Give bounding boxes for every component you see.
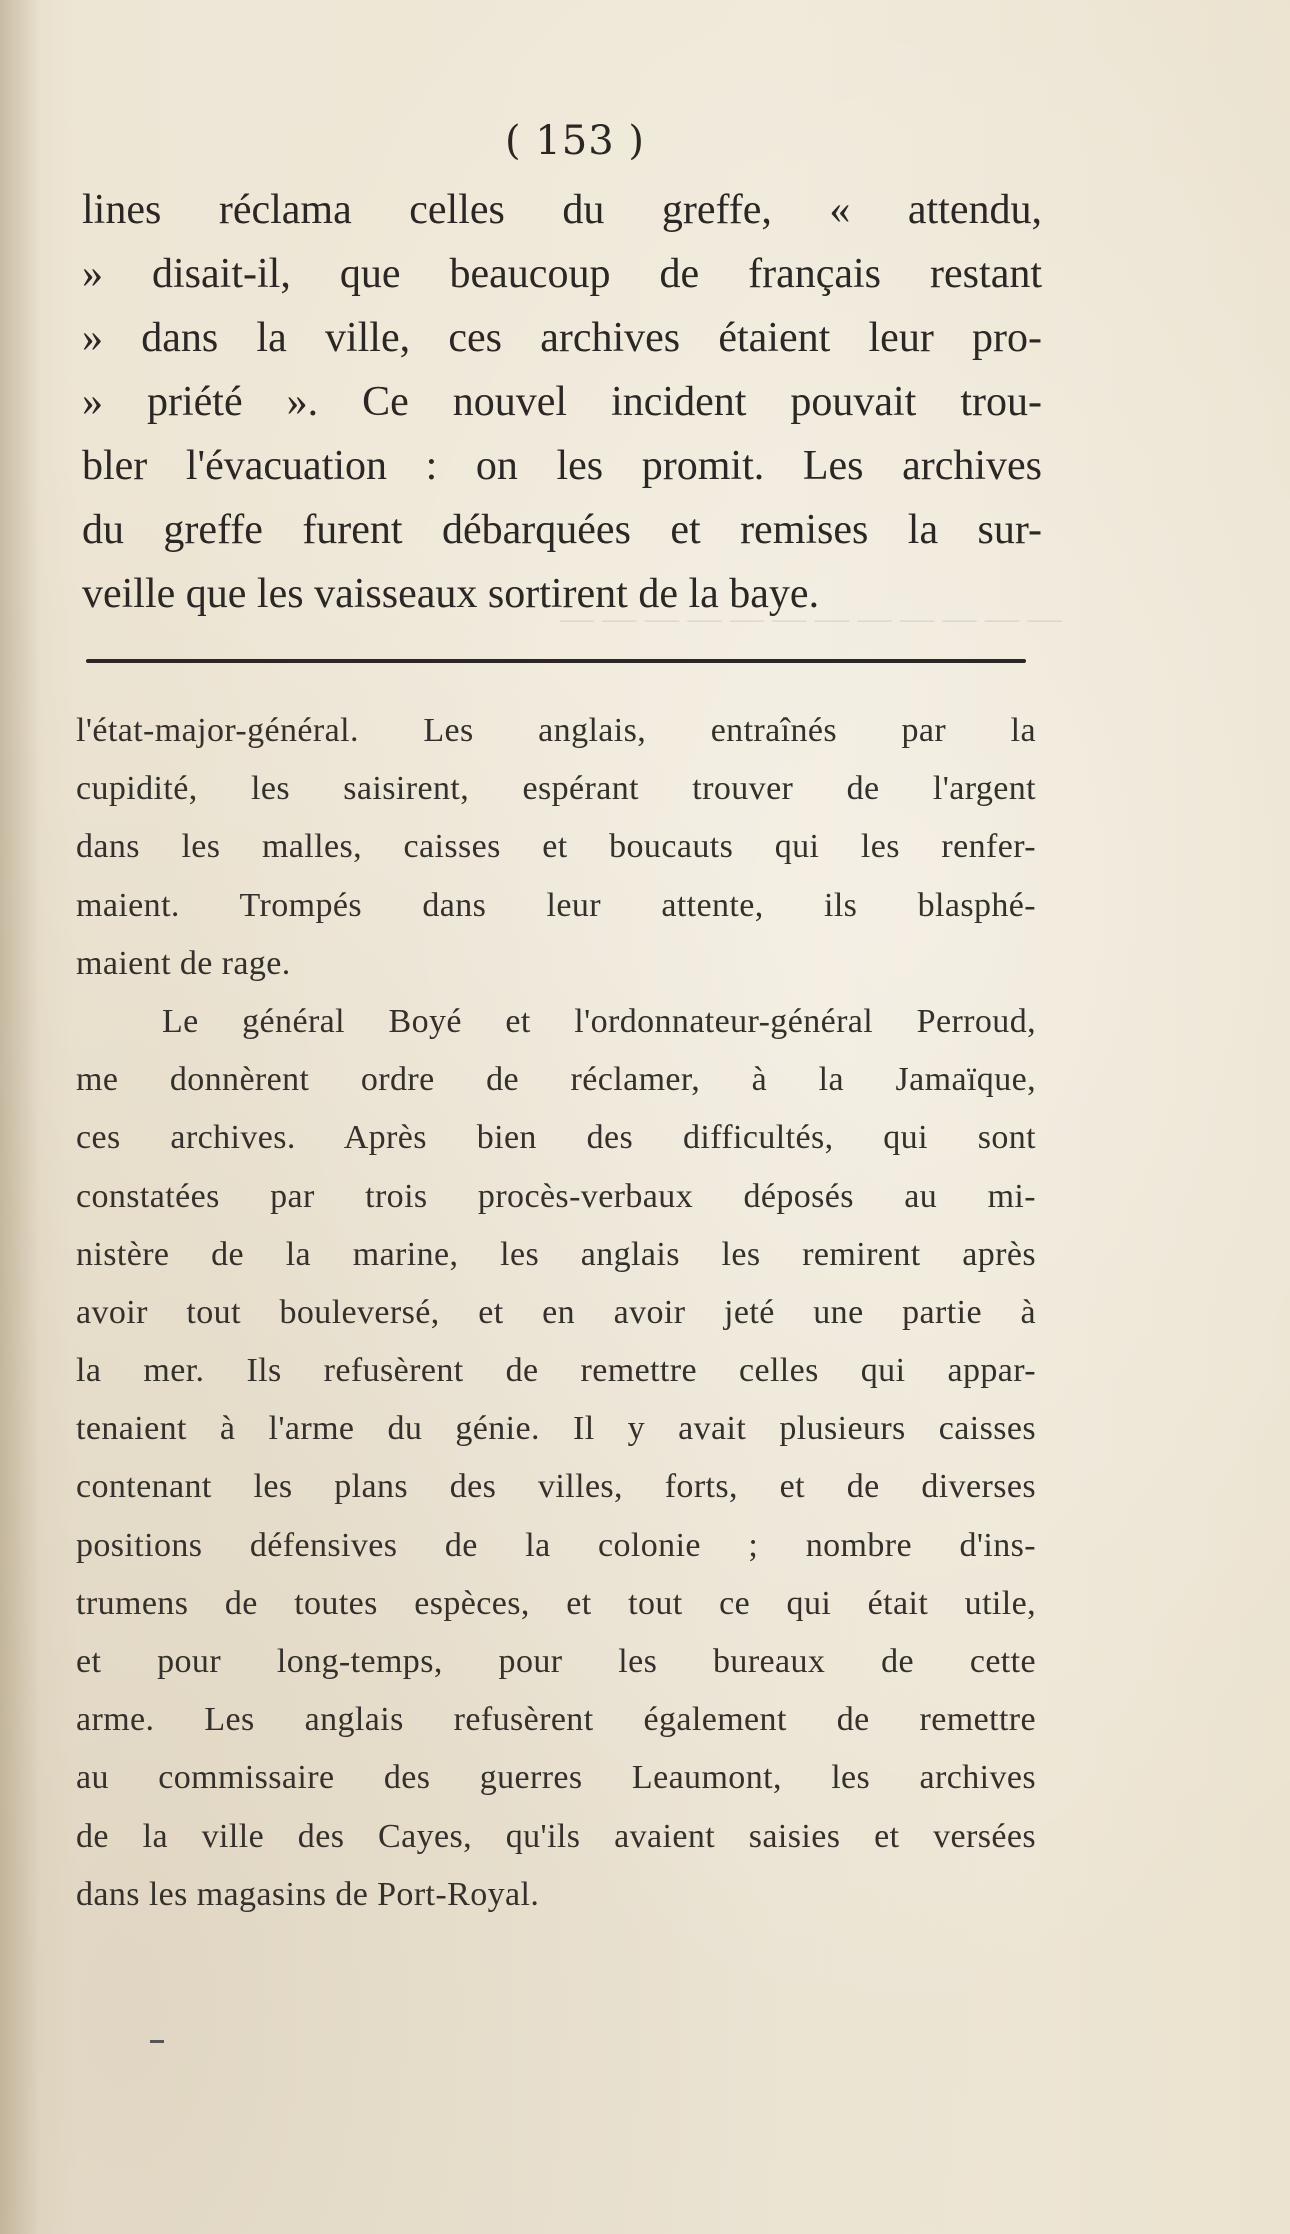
text-line: trumens de toutes espèces, et tout ce qui était utile, xyxy=(76,1584,1036,1622)
text-line: maient. Trompés dans leur attente, ils blasphé- xyxy=(76,886,1036,924)
text-line: de la ville des Cayes, qu'ils avaient saisies et versées xyxy=(76,1817,1036,1855)
page-gutter-shadow xyxy=(0,0,40,2234)
text-line: » priété ». Ce nouvel incident pouvait trou- xyxy=(82,379,1042,425)
text-line: dans les magasins de Port-Royal. xyxy=(76,1875,540,1913)
text-line: au commissaire des guerres Leaumont, les archives xyxy=(76,1759,1036,1797)
text-line: me donnèrent ordre de réclamer, à la Jamaïque, xyxy=(76,1061,1036,1099)
text-line: la mer. Ils refusèrent de remettre celles qui appar- xyxy=(76,1352,1036,1390)
text-line: lines réclama celles du greffe, « attendu, xyxy=(82,187,1042,233)
text-line: tenaient à l'arme du génie. Il y avait plusieurs caisses xyxy=(76,1410,1036,1448)
text-line: » disait-il, que beaucoup de français restant xyxy=(82,251,1042,297)
upper-text-block xyxy=(82,178,1042,626)
text-line: nistère de la marine, les anglais les remirent après xyxy=(76,1235,1036,1273)
text-line: constatées par trois procès-verbaux déposés au mi- xyxy=(76,1177,1036,1215)
text-line: et pour long-temps, pour les bureaux de cette xyxy=(76,1643,1036,1680)
text-line: maient de rage. xyxy=(76,944,291,982)
text-line: dans les malles, caisses et boucauts qui les renfer- xyxy=(76,828,1036,866)
text-line: » dans la ville, ces archives étaient leur pro- xyxy=(82,315,1042,361)
text-line: ces archives. Après bien des difficultés, qui sont xyxy=(76,1119,1036,1157)
text-line: cupidité, les saisirent, espérant trouver de l'argent xyxy=(76,770,1036,808)
horizontal-rule xyxy=(86,659,1026,663)
ink-mark xyxy=(150,2040,164,2043)
text-line: contenant les plans des villes, forts, et de diverses xyxy=(76,1468,1036,1506)
text-line: Le général Boyé et l'ordonnateur-général Perroud, xyxy=(162,1002,1036,1040)
text-line: positions défensives de la colonie ; nombre d'ins- xyxy=(76,1526,1036,1564)
lower-text-block xyxy=(76,702,1036,1924)
text-line: veille que les vaisseaux sortirent de la baye. xyxy=(82,571,820,617)
text-line: bler l'évacuation : on les promit. Les archives xyxy=(82,443,1042,489)
show-through-text: — — — — — — — — — — — — xyxy=(560,600,1062,637)
text-line: l'état-major-général. Les anglais, entraînés par la xyxy=(76,712,1036,749)
text-line: du greffe furent débarquées et remises la sur- xyxy=(82,507,1042,553)
text-line: arme. Les anglais refusèrent également de remettre xyxy=(76,1701,1036,1739)
text-line: avoir tout bouleversé, et en avoir jeté une partie à xyxy=(76,1293,1036,1331)
page-number: ( 153 ) xyxy=(505,118,645,164)
